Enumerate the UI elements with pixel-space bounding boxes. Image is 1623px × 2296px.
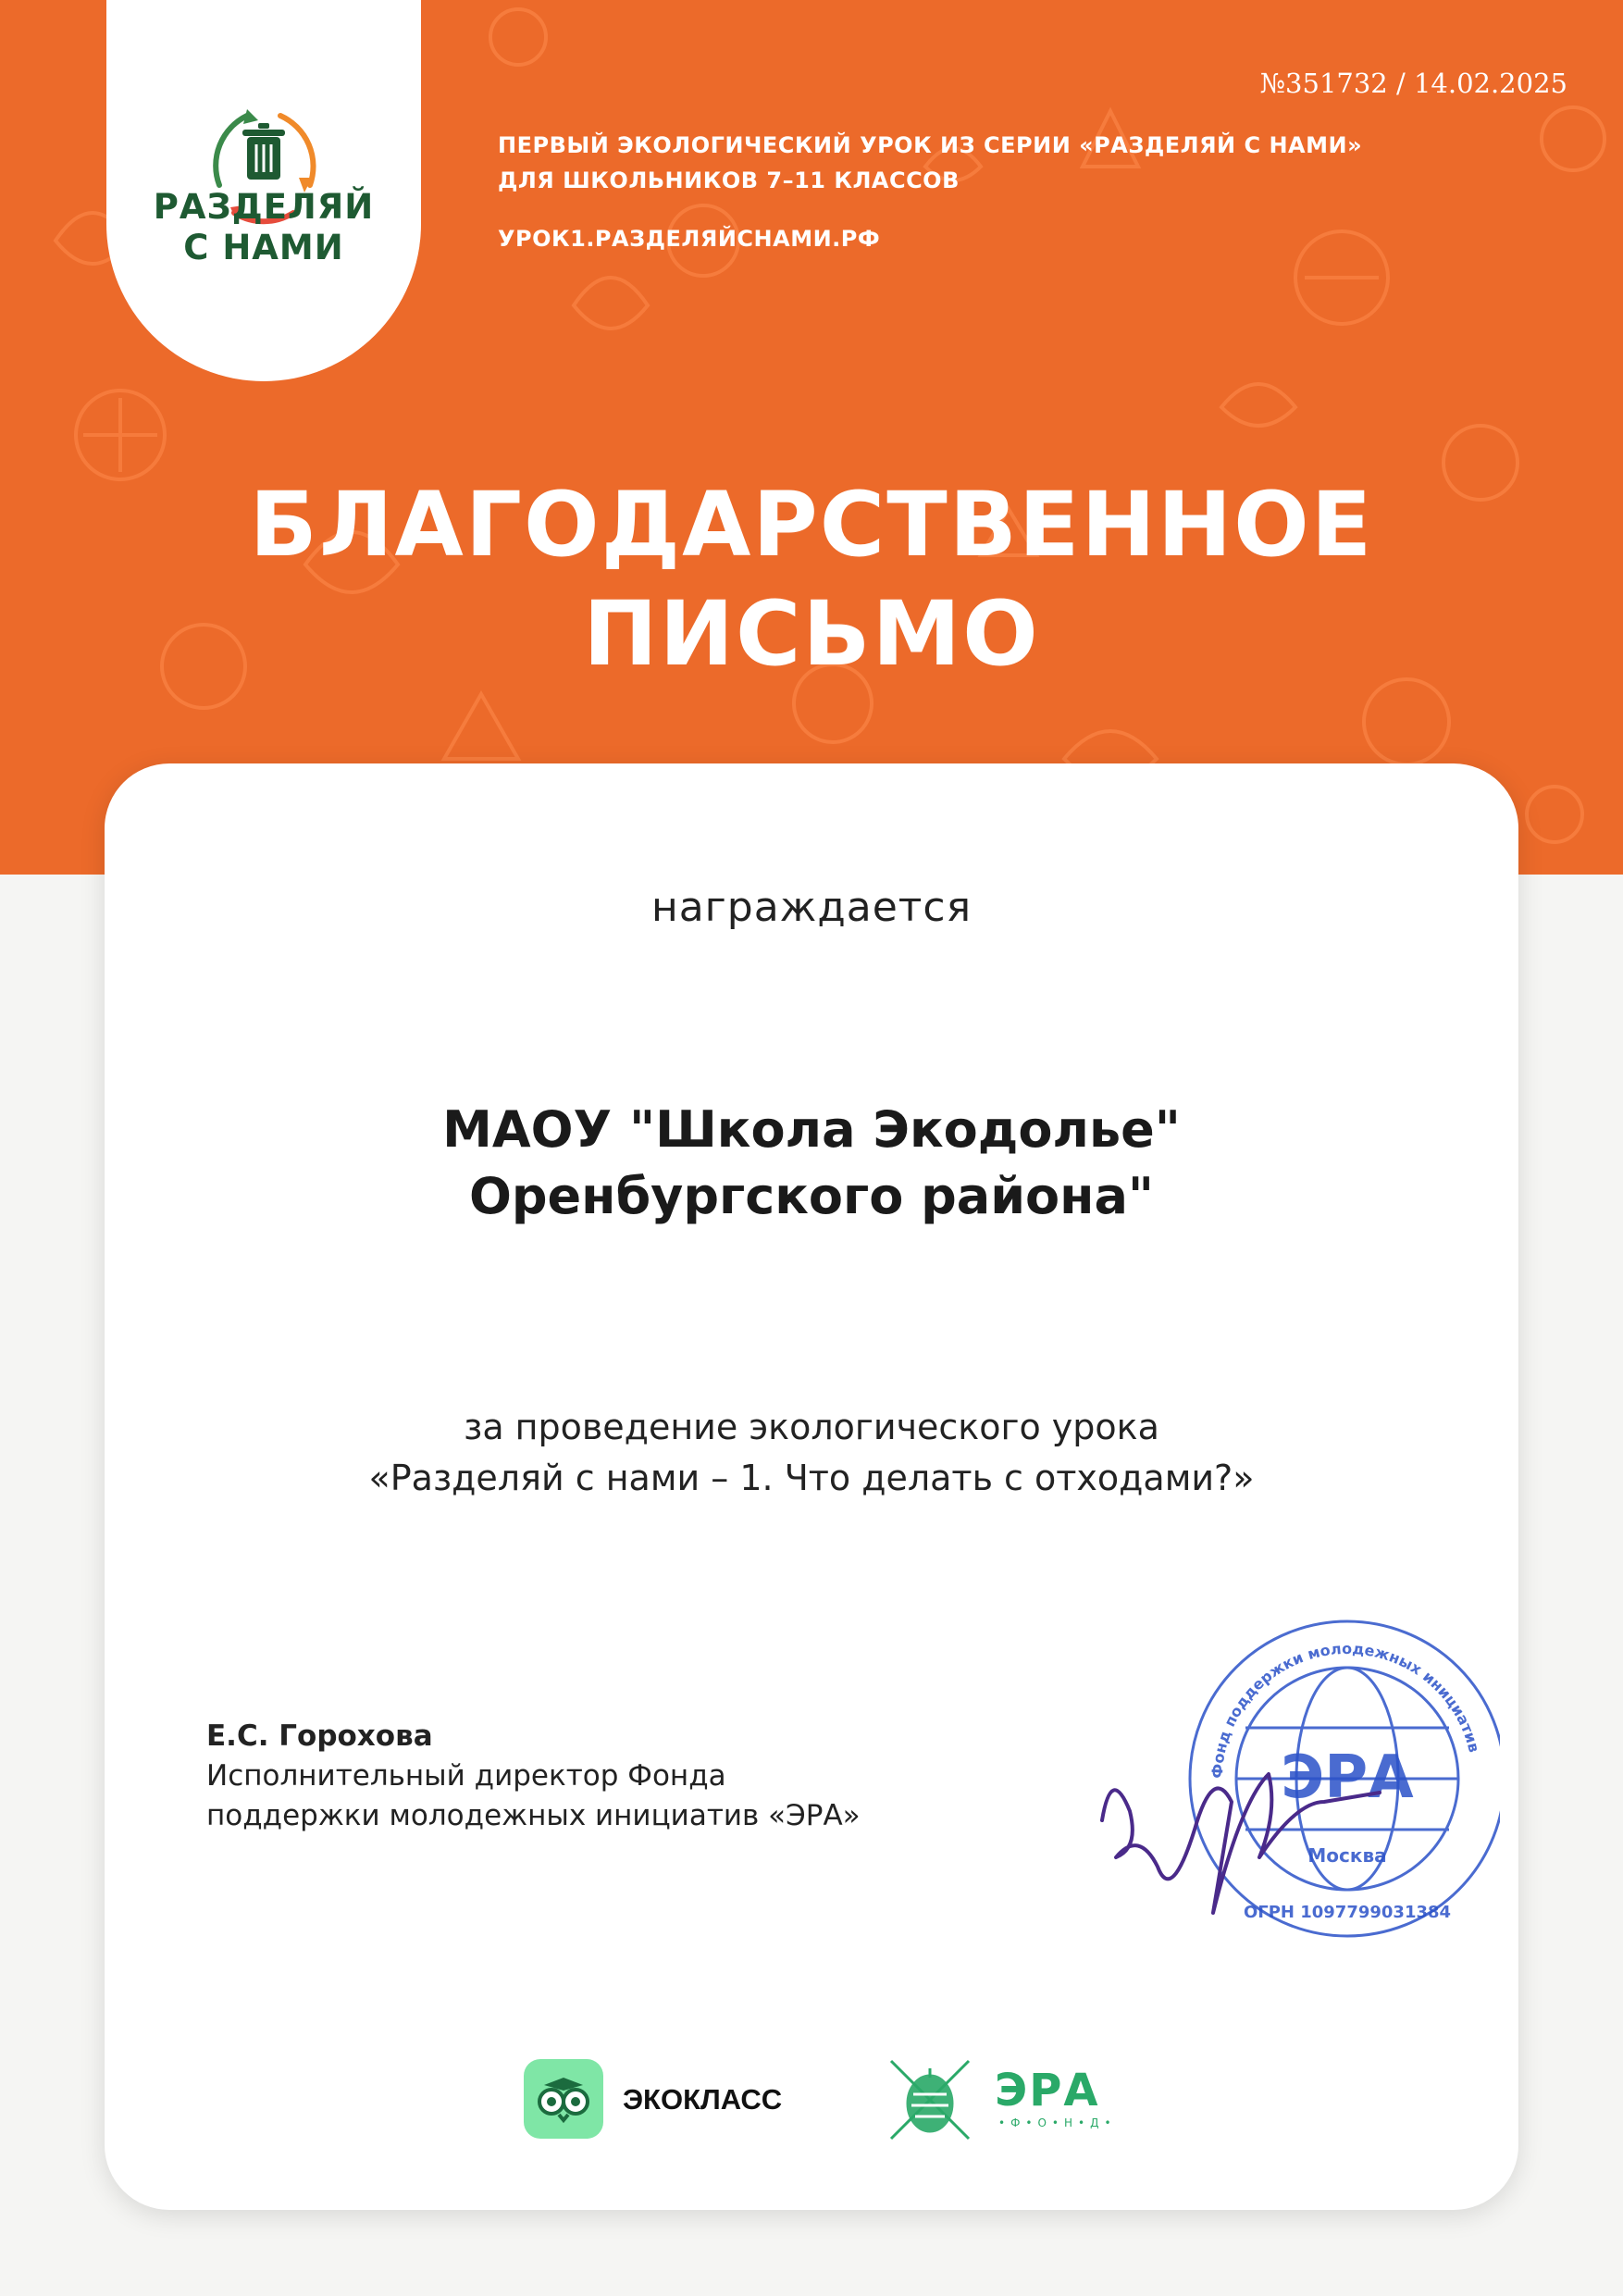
awarded-label: награждается [650, 884, 973, 931]
series-line1: ПЕРВЫЙ ЭКОЛОГИЧЕСКИЙ УРОК ИЗ СЕРИИ «РАЗДЕЛЯЙ С НАМИ» [498, 132, 1363, 158]
certificate-number: №351732 / 14.02.2025 [1259, 68, 1567, 99]
signer-position-line1: Исполнительный директор Фонда [206, 1759, 726, 1793]
stamp-ring-text: Фонд поддержки молодежных инициатив [1208, 1639, 1483, 1780]
reason-line1: за проведение экологического урока [464, 1407, 1159, 1447]
lesson-url[interactable]: УРОК1.РАЗДЕЛЯЙСНАМИ.РФ [498, 226, 881, 252]
logo-line2: С НАМИ [183, 228, 344, 267]
certificate-card [105, 763, 1518, 2210]
recipient-name [105, 1097, 1518, 1230]
stamp-city: Москва [1307, 1844, 1387, 1867]
title-line1: БЛАГОДАРСТВЕННОЕ [249, 473, 1374, 577]
logo-badge [106, 0, 421, 381]
award-reason [105, 1402, 1518, 1504]
era-subtitle: •Ф•О•Н•Д• [998, 2116, 1117, 2129]
signer-position-line2: поддержки молодежных инициатив «ЭРА» [206, 1799, 861, 1832]
ecoclass-label: ЭКОКЛАСС [623, 2083, 783, 2116]
document-title [0, 470, 1623, 689]
header-banner [0, 0, 1623, 875]
footer-partner-logos [105, 2033, 1518, 2135]
reason-line2: «Разделяй с нами – 1. Что делать с отходами?» [368, 1458, 1255, 1498]
stamp-ogrn: ОГРН 1097799031384 [1243, 1903, 1452, 1922]
stamp-center-text: ЭРА [1281, 1744, 1414, 1812]
recipient-line1: МАОУ "Школа Экодолье" [442, 1100, 1181, 1159]
signer-block [206, 1717, 861, 1836]
series-line2: ДЛЯ ШКОЛЬНИКОВ 7–11 КЛАССОВ [498, 168, 960, 193]
recipient-line2: Оренбургского района" [468, 1167, 1155, 1225]
era-pinecone-icon [882, 2052, 978, 2148]
signer-name: Е.С. Горохова [206, 1719, 433, 1753]
seal-stamp-with-signature [1084, 1607, 1500, 1959]
ecoclass-owl-icon [524, 2059, 603, 2139]
series-info [498, 128, 1362, 255]
title-line2: ПИСЬМО [583, 582, 1040, 686]
era-label: ЭРА [995, 2065, 1100, 2116]
logo-line1: РАЗДЕЛЯЙ [153, 187, 375, 227]
